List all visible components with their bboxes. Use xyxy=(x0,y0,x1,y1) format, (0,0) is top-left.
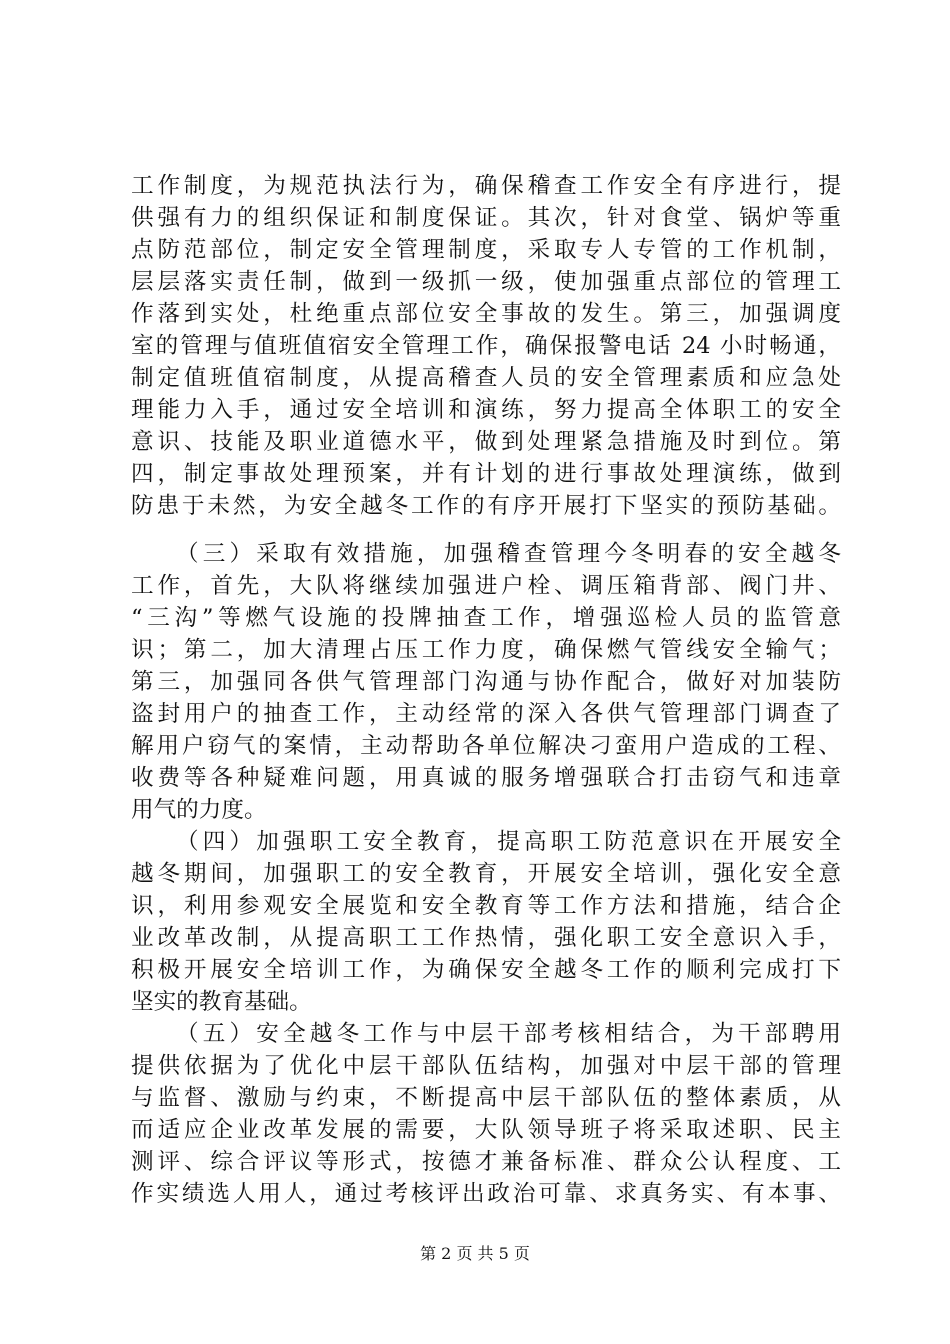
text-line: 室的管理与值班值宿安全管理工作，确保报警电话 24 小时畅通， xyxy=(131,333,841,359)
text-line: 层层落实责任制，做到一级抓一级，使加强重点部位的管理工 xyxy=(131,269,841,295)
text-line: 解用户窃气的案情，主动帮助各单位解决刁蛮用户造成的工程、 xyxy=(131,733,841,759)
text-line: 业改革改制，从提高职工工作热情，强化职工安全意识入手， xyxy=(131,925,841,951)
text-line: 第三，加强同各供气管理部门沟通与协作配合，做好对加装防 xyxy=(131,669,841,695)
text-line: 点防范部位，制定安全管理制度，采取专人专管的工作机制， xyxy=(131,237,841,263)
text-line: 防患于未然，为安全越冬工作的有序开展打下坚实的预防基础。 xyxy=(131,493,841,519)
text-line: 越冬期间，加强职工的安全教育，开展安全培训，强化安全意 xyxy=(131,861,841,887)
text-line: “三沟”等燃气设施的投牌抽查工作，增强巡检人员的监管意 xyxy=(131,605,841,631)
text-line: （四）加强职工安全教育，提高职工防范意识在开展安全 xyxy=(176,829,841,855)
text-line: 供强有力的组织保证和制度保证。其次，针对食堂、锅炉等重 xyxy=(131,205,841,231)
text-line: 用气的力度。 xyxy=(131,797,267,823)
paragraph-safety-system xyxy=(131,170,841,522)
text-line: 理能力入手，通过安全培训和演练，努力提高全体职工的安全 xyxy=(131,397,841,423)
text-line: 四，制定事故处理预案，并有计划的进行事故处理演练，做到 xyxy=(131,461,841,487)
text-line: （三）采取有效措施，加强稽查管理今冬明春的安全越冬 xyxy=(176,541,841,567)
text-line: 作落到实处，杜绝重点部位安全事故的发生。第三，加强调度 xyxy=(131,301,841,327)
text-line: （五）安全越冬工作与中层干部考核相结合，为干部聘用 xyxy=(176,1021,841,1047)
text-line: 坚实的教育基础。 xyxy=(131,989,312,1015)
text-line: 作实绩选人用人，通过考核评出政治可靠、求真务实、有本事、 xyxy=(131,1181,841,1207)
text-line: 识；第二，加大清理占压工作力度，确保燃气管线安全输气； xyxy=(131,637,841,663)
text-line: 提供依据为了优化中层干部队伍结构，加强对中层干部的管理 xyxy=(131,1053,841,1079)
text-line: 识，利用参观安全展览和安全教育等工作方法和措施，结合企 xyxy=(131,893,841,919)
paragraph-section-four xyxy=(131,826,841,1018)
text-line: 工作，首先，大队将继续加强进户栓、调压箱背部、阀门井、 xyxy=(131,573,841,599)
text-line: 盗封用户的抽查工作，主动经常的深入各供气管理部门调查了 xyxy=(131,701,841,727)
text-line: 积极开展安全培训工作，为确保安全越冬工作的顺利完成打下 xyxy=(131,957,841,983)
paragraph-section-five xyxy=(131,1018,841,1210)
text-line: 测评、综合评议等形式，按德才兼备标准、群众公认程度、工 xyxy=(131,1149,841,1175)
text-line: 与监督、激励与约束，不断提高中层干部队伍的整体素质，从 xyxy=(131,1085,841,1111)
text-line: 工作制度，为规范执法行为，确保稽查工作安全有序进行，提 xyxy=(131,173,841,199)
page-number-footer: 第 2 页 共 5 页 xyxy=(420,1244,530,1263)
text-line: 制定值班值宿制度，从提高稽查人员的安全管理素质和应急处 xyxy=(131,365,841,391)
text-line: 收费等各种疑难问题，用真诚的服务增强联合打击窃气和违章 xyxy=(131,765,841,791)
text-line: 意识、技能及职业道德水平，做到处理紧急措施及时到位。第 xyxy=(131,429,841,455)
paragraph-section-three xyxy=(131,538,841,826)
text-line: 而适应企业改革发展的需要，大队领导班子将采取述职、民主 xyxy=(131,1117,841,1143)
